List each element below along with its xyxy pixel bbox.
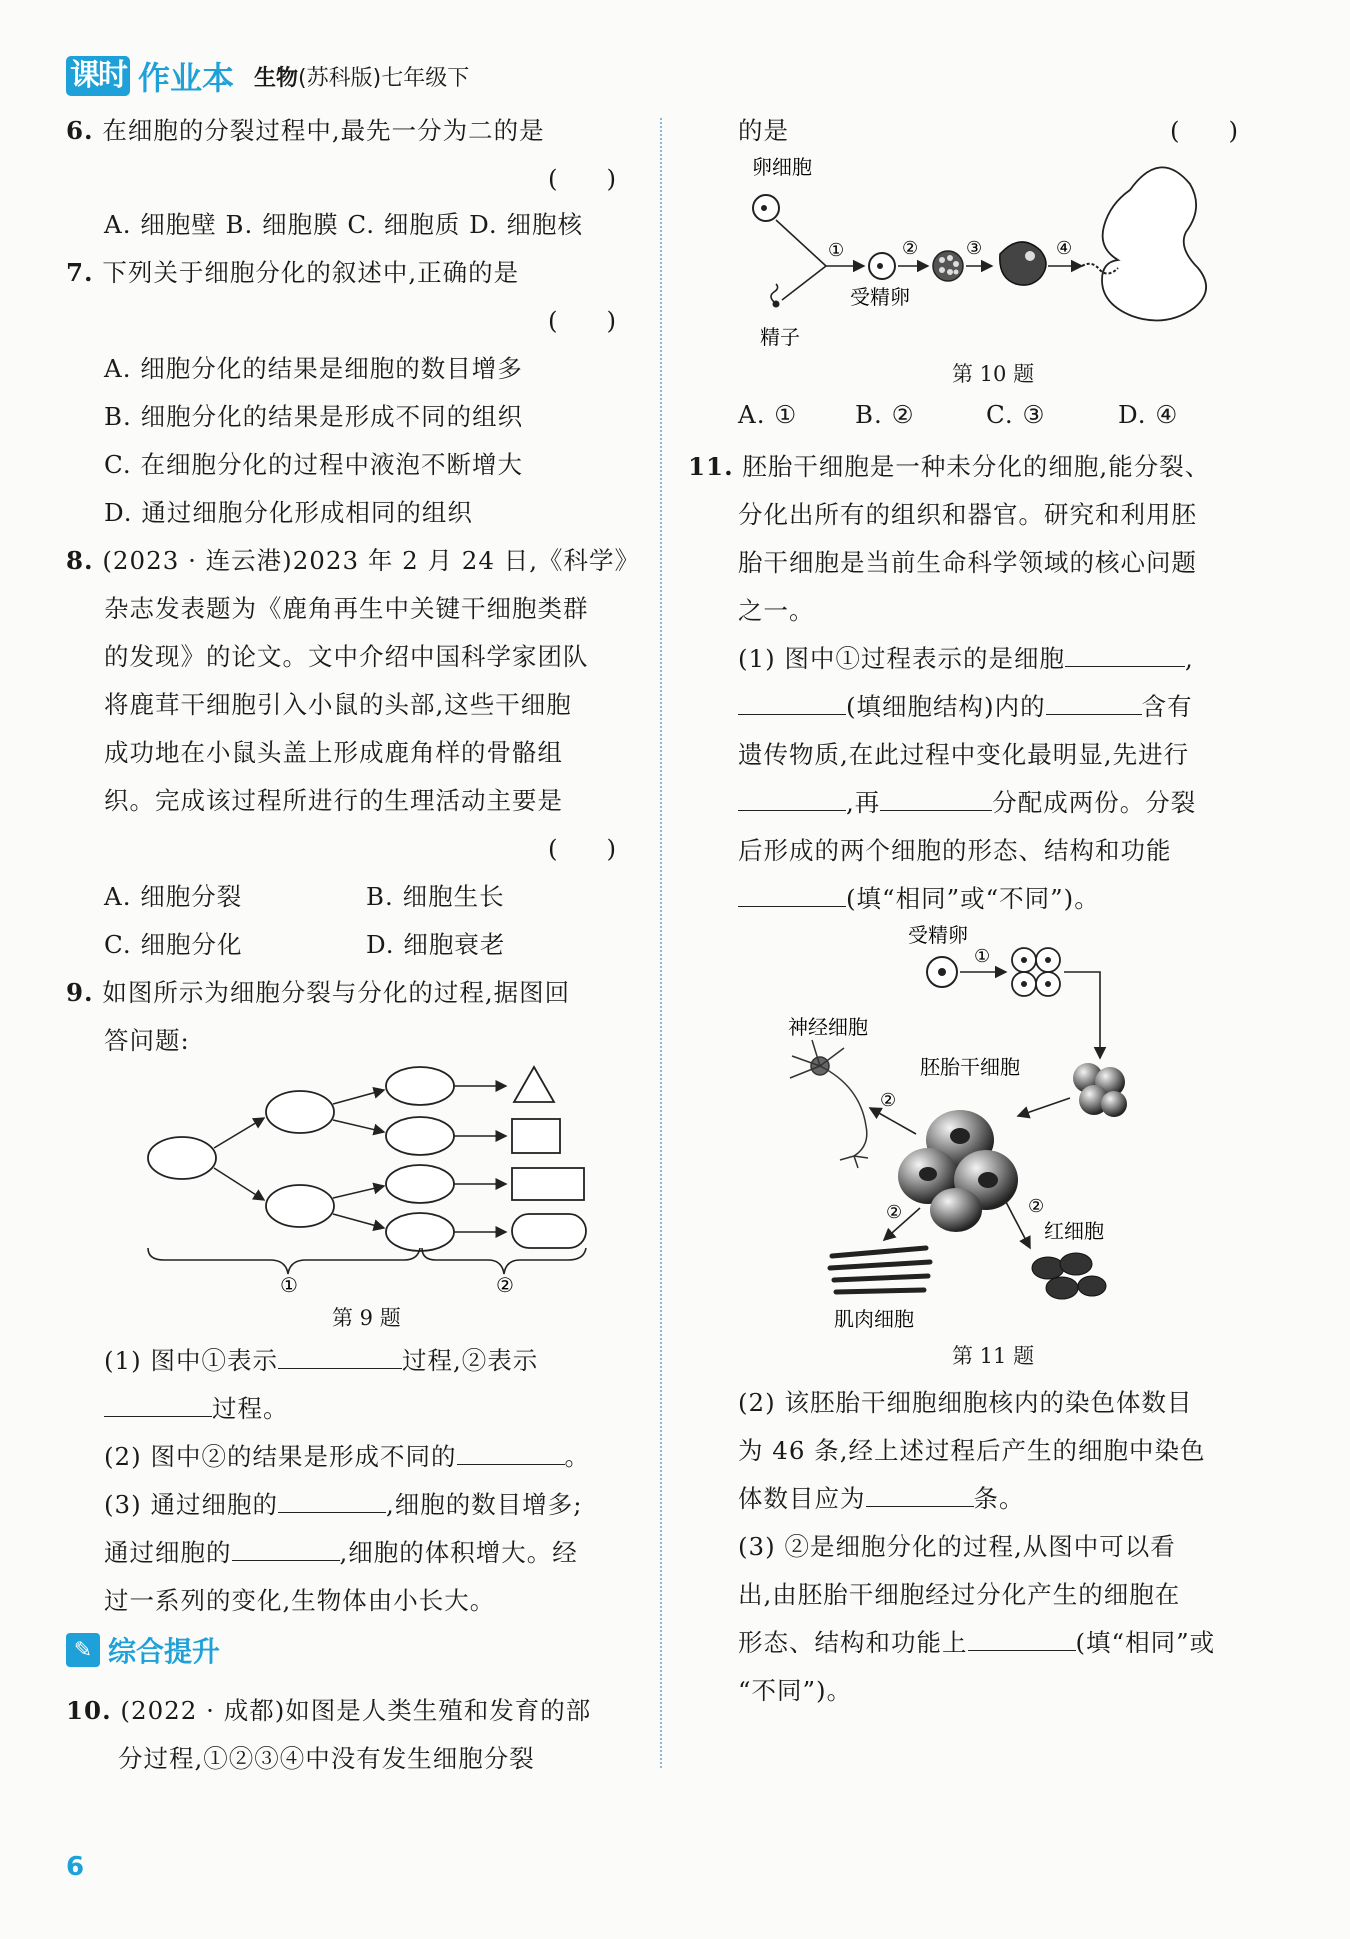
brace-1 <box>148 1248 420 1274</box>
cell-stage-2b <box>386 1117 454 1155</box>
cell-stage-1b <box>266 1185 334 1227</box>
q9-part-1 <box>104 1342 538 1377</box>
subject-detail: (苏科版)七年级下 <box>298 65 470 91</box>
q8-line-2: 杂志发表题为《鹿角再生中关键干细胞类群 <box>104 594 589 623</box>
q9-p1-text-c: 过程。 <box>212 1394 289 1423</box>
q11-p1-text-f: ,再 <box>846 788 881 817</box>
blastocyst-cluster <box>1073 1063 1127 1117</box>
q9-p1-text-a: (1) 图中①表示 <box>104 1346 278 1375</box>
q11-part-3-b: 出,由胚胎干细胞经过分化产生的细胞在 <box>738 1580 1181 1609</box>
q11-blank-4[interactable] <box>738 786 846 812</box>
q9-line-2: 答问题: <box>104 1026 190 1055</box>
q9-blank-1[interactable] <box>278 1344 402 1370</box>
q11-p1-text-b: , <box>1185 644 1194 673</box>
q11-blank-7[interactable] <box>866 1482 974 1508</box>
cell-stage-1a <box>266 1091 334 1133</box>
q8-option-b: B. 细胞生长 <box>366 882 505 911</box>
q9-caption: 第 9 题 <box>332 1306 401 1330</box>
q8-option-c: C. 细胞分化 <box>104 930 243 959</box>
q7-option-d: D. 通过细胞分化形成相同的组织 <box>104 498 473 527</box>
q6-answer-paren[interactable]: ( ) <box>548 164 617 193</box>
q9-p1-text-b: 过程,②表示 <box>402 1346 539 1375</box>
tissue-rectangle <box>512 1168 584 1200</box>
q9-p3-text-d: ,细胞的体积增大。经 <box>339 1538 578 1567</box>
q11-stem-cell-diagram <box>780 918 1220 1338</box>
q8-option-d: D. 细胞衰老 <box>366 930 506 959</box>
q11-blank-1[interactable] <box>1065 642 1185 668</box>
q8-line-5: 成功地在小鼠头盖上形成鹿角样的骨骼组 <box>104 738 563 767</box>
q10-answer-paren[interactable]: ( ) <box>1170 116 1239 145</box>
q9-fig-label-1: ① <box>280 1273 298 1297</box>
q7-number: 7. <box>66 258 94 287</box>
q11-part-3-d: “不同”)。 <box>738 1676 853 1705</box>
q11-line-4: 之一。 <box>738 596 815 625</box>
q11-line-3: 胎干细胞是当前生命科学领域的核心问题 <box>738 548 1197 577</box>
zygote-label-11: 受精卵 <box>908 923 968 947</box>
q6-number: 6. <box>66 116 94 145</box>
q8-line-1 <box>66 542 640 577</box>
q10-option-b: B. ② <box>855 400 915 429</box>
q11-p1-text-c: (填细胞结构)内的 <box>846 692 1046 721</box>
morula-cell-ball <box>933 251 963 281</box>
q7-stem-text: 下列关于细胞分化的叙述中,正确的是 <box>102 258 520 287</box>
q11-part-1-d <box>738 784 1196 819</box>
q8-answer-paren[interactable]: ( ) <box>548 834 617 863</box>
q9-p2-text-a: (2) 图中②的结果是形成不同的 <box>104 1442 457 1471</box>
q11-part-2-c <box>738 1480 1025 1515</box>
q9-fig-label-2: ② <box>496 1273 514 1297</box>
q9-blank-5[interactable] <box>232 1536 340 1562</box>
q7-option-c: C. 在细胞分化的过程中液泡不断增大 <box>104 450 523 479</box>
q11-p1-text-d: 含有 <box>1141 692 1193 721</box>
q6-stem-text: 在细胞的分裂过程中,最先一分为二的是 <box>102 116 545 145</box>
q10-reproduction-diagram <box>730 150 1230 360</box>
cell-stage-0 <box>148 1137 216 1179</box>
step-3-label: ③ <box>966 238 983 259</box>
q10-line-2: 分过程,①②③④中没有发生细胞分裂 <box>118 1744 535 1773</box>
step-2b-label: ② <box>886 1202 903 1223</box>
q8-option-a: A. 细胞分裂 <box>104 882 243 911</box>
q9-part-3-cont <box>104 1534 578 1569</box>
cell-stage-2c <box>386 1165 454 1203</box>
logo-keshi: 课时 <box>66 56 130 96</box>
subject-name: 生物 <box>254 65 299 91</box>
sperm-label: 精子 <box>760 325 800 349</box>
q8-line-4: 将鹿茸干细胞引入小鼠的头部,这些干细胞 <box>104 690 572 719</box>
q11-p2-text-d: 条。 <box>973 1484 1025 1513</box>
embryo-drawing <box>1000 242 1046 285</box>
q11-part-3-a: (3) ②是细胞分化的过程,从图中可以看 <box>738 1532 1176 1561</box>
q11-line-2: 分化出所有的组织和器官。研究和利用胚 <box>738 500 1197 529</box>
q11-line-1-text: 胚胎干细胞是一种未分化的细胞,能分裂、 <box>742 452 1211 481</box>
q9-p2-text-b: 。 <box>564 1442 590 1471</box>
q9-part-2 <box>104 1438 590 1473</box>
column-divider <box>660 118 662 1768</box>
q10-option-c: C. ③ <box>986 400 1046 429</box>
q11-p1-text-a: (1) 图中①过程表示的是细胞 <box>738 644 1065 673</box>
q11-part-1-a <box>738 640 1194 675</box>
sperm-cell <box>771 284 778 302</box>
q9-line-1-text: 如图所示为细胞分裂与分化的过程,据图回 <box>102 978 571 1007</box>
fetus-drawing <box>1102 167 1206 320</box>
egg-label: 卵细胞 <box>752 155 812 179</box>
four-cell-stage <box>1012 948 1060 996</box>
step-2c-label: ② <box>1028 1196 1045 1217</box>
q8-line-3: 的发现》的论文。文中介绍中国科学家团队 <box>104 642 589 671</box>
q10-number: 10. <box>66 1696 112 1725</box>
q11-part-1-b <box>738 688 1193 723</box>
step-2-label: ② <box>902 238 919 259</box>
q9-p3-text-a: (3) 通过细胞的 <box>104 1490 278 1519</box>
q11-part-3-c <box>738 1624 1215 1659</box>
section-header <box>66 1630 220 1670</box>
tissue-square <box>512 1119 560 1153</box>
pencil-icon: ✎ <box>66 1633 100 1667</box>
q7-answer-paren[interactable]: ( ) <box>548 306 617 335</box>
q9-division-differentiation-diagram <box>140 1062 600 1302</box>
q11-blank-8[interactable] <box>968 1626 1076 1652</box>
section-title: 综合提升 <box>108 1635 221 1668</box>
muscle-label: 肌肉细胞 <box>834 1307 914 1331</box>
embryonic-stem-cells <box>898 1110 1018 1232</box>
cell-stage-2d <box>386 1213 454 1251</box>
q11-part-2-a: (2) 该胚胎干细胞细胞核内的染色体数目 <box>738 1388 1193 1417</box>
rbc-label: 红细胞 <box>1044 1219 1104 1243</box>
q9-blank-3[interactable] <box>457 1440 565 1466</box>
step-1-label-11: ① <box>974 946 991 967</box>
q11-blank-5[interactable] <box>880 786 992 812</box>
q8-line-1-text: (2023 · 连云港)2023 年 2 月 24 日,《科学》 <box>102 546 641 575</box>
logo-zuoyeben: 作业本 <box>138 59 235 97</box>
tissue-triangle <box>514 1067 554 1102</box>
q10-line-1 <box>66 1692 591 1727</box>
step-1-label: ① <box>828 240 845 261</box>
q9-p3-text-b: ,细胞的数目增多; <box>386 1490 583 1519</box>
q9-number: 9. <box>66 978 94 1007</box>
q11-p2-text-c: 体数目应为 <box>738 1484 866 1513</box>
left-column <box>0 0 660 1939</box>
tissue-rounded-rect <box>512 1214 586 1248</box>
nerve-cell-drawing <box>790 1040 868 1168</box>
q8-line-6: 织。完成该过程所进行的生理活动主要是 <box>104 786 563 815</box>
step-4-label: ④ <box>1056 238 1073 259</box>
right-column <box>680 0 1350 1939</box>
q11-part-2-b: 为 46 条,经上述过程后产生的细胞中染色 <box>738 1436 1206 1465</box>
q11-blank-2[interactable] <box>738 690 846 716</box>
q7-option-b: B. 细胞分化的结果是形成不同的组织 <box>104 402 524 431</box>
step-2a-label: ② <box>880 1090 897 1111</box>
q9-p3-text-c: 通过细胞的 <box>104 1538 232 1567</box>
q9-blank-4[interactable] <box>278 1488 386 1514</box>
q10-caption: 第 10 题 <box>952 362 1035 386</box>
q11-part-1-e: 后形成的两个细胞的形态、结构和功能 <box>738 836 1172 865</box>
q9-part-3 <box>104 1486 583 1521</box>
q11-p3-text-c: 形态、结构和功能上 <box>738 1628 968 1657</box>
nerve-label: 神经细胞 <box>788 1015 868 1039</box>
q10-option-d: D. ④ <box>1118 400 1179 429</box>
q9-part-1-cont <box>104 1390 289 1425</box>
q11-blank-6[interactable] <box>738 882 846 908</box>
q10-option-a: A. ① <box>738 400 798 429</box>
page-number: 6 <box>66 1852 85 1882</box>
q11-p3-text-d: (填“相同”或 <box>1075 1628 1216 1657</box>
muscle-cell-drawing <box>830 1248 930 1292</box>
q11-number: 11. <box>688 452 734 481</box>
q8-number: 8. <box>66 546 94 575</box>
q9-line-1 <box>66 974 570 1009</box>
q9-blank-2[interactable] <box>104 1392 212 1418</box>
q9-part-3-end: 过一系列的变化,生物体由小长大。 <box>104 1586 496 1615</box>
esc-label: 胚胎干细胞 <box>920 1055 1020 1079</box>
q11-line-1 <box>688 448 1210 483</box>
q10-line-3: 的是 <box>738 116 789 145</box>
q6-stem <box>66 112 545 147</box>
red-blood-cells <box>1032 1253 1106 1299</box>
zygote-label: 受精卵 <box>850 285 910 309</box>
q11-part-1-c: 遗传物质,在此过程中变化最明显,先进行 <box>738 740 1190 769</box>
q11-caption: 第 11 题 <box>952 1344 1035 1368</box>
q10-line-1-text: (2022 · 成都)如图是人类生殖和发育的部 <box>120 1696 592 1725</box>
q6-options: A. 细胞壁 B. 细胞膜 C. 细胞质 D. 细胞核 <box>104 210 584 239</box>
q7-stem <box>66 254 519 289</box>
q11-p1-text-g: 分配成两份。分裂 <box>992 788 1197 817</box>
q11-p1-text-i: (填“相同”或“不同”)。 <box>846 884 1100 913</box>
brace-2 <box>422 1248 586 1274</box>
q11-part-1-f <box>738 880 1100 915</box>
cell-stage-2a <box>386 1067 454 1105</box>
q7-option-a: A. 细胞分化的结果是细胞的数目增多 <box>104 354 523 383</box>
q11-blank-3[interactable] <box>1046 690 1142 716</box>
